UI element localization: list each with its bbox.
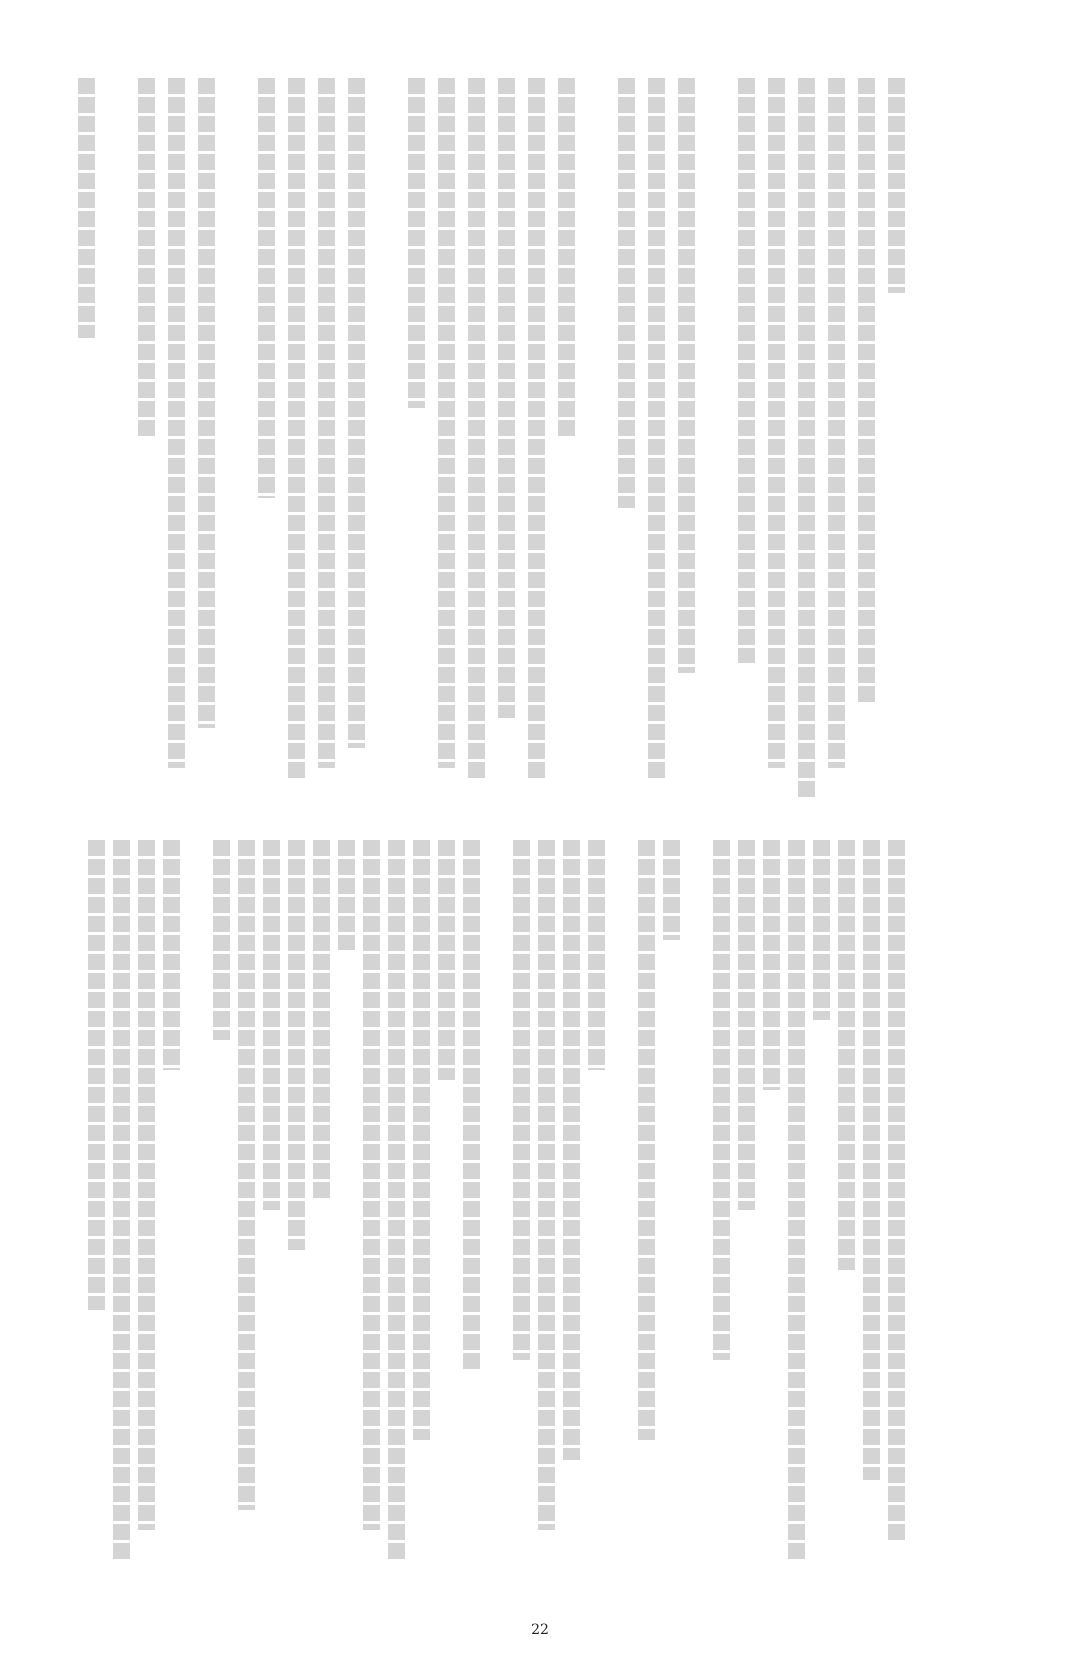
text-column — [838, 840, 855, 1270]
text-block-top — [78, 78, 905, 798]
text-column — [78, 78, 95, 338]
text-column — [678, 78, 695, 673]
text-column — [318, 78, 335, 768]
text-column — [513, 840, 530, 1360]
text-column — [288, 840, 305, 1250]
text-column — [648, 78, 665, 778]
text-column — [663, 840, 680, 940]
text-column — [828, 78, 845, 768]
page-number: 22 — [531, 1622, 549, 1638]
text-column — [438, 78, 455, 768]
text-column — [798, 78, 815, 798]
text-column — [768, 78, 785, 768]
text-block-bottom — [88, 840, 905, 1560]
text-column — [88, 840, 105, 1310]
text-column — [813, 840, 830, 1020]
text-column — [738, 840, 755, 1210]
text-column — [463, 840, 480, 1370]
text-column — [558, 78, 575, 438]
text-column — [288, 78, 305, 778]
text-column — [363, 840, 380, 1530]
text-column — [528, 78, 545, 778]
text-column — [863, 840, 880, 1480]
text-column — [763, 840, 780, 1090]
text-column — [138, 78, 155, 438]
text-column — [313, 840, 330, 1200]
text-column — [263, 840, 280, 1210]
text-column — [438, 840, 455, 1080]
text-column — [138, 840, 155, 1530]
text-column — [713, 840, 730, 1360]
text-column — [738, 78, 755, 663]
text-column — [788, 840, 805, 1560]
text-column — [618, 78, 635, 508]
text-column — [258, 78, 275, 498]
text-column — [113, 840, 130, 1560]
text-column — [163, 840, 180, 1070]
text-column — [638, 840, 655, 1440]
text-column — [408, 78, 425, 408]
text-column — [168, 78, 185, 768]
text-column — [348, 78, 365, 748]
text-column — [468, 78, 485, 778]
text-column — [563, 840, 580, 1460]
text-column — [538, 840, 555, 1530]
text-column — [388, 840, 405, 1560]
text-column — [888, 78, 905, 293]
text-column — [498, 78, 515, 718]
text-column — [238, 840, 255, 1510]
text-column — [888, 840, 905, 1540]
text-column — [213, 840, 230, 1040]
text-column — [413, 840, 430, 1440]
text-column — [338, 840, 355, 950]
text-column — [588, 840, 605, 1070]
text-column — [198, 78, 215, 728]
text-column — [858, 78, 875, 703]
